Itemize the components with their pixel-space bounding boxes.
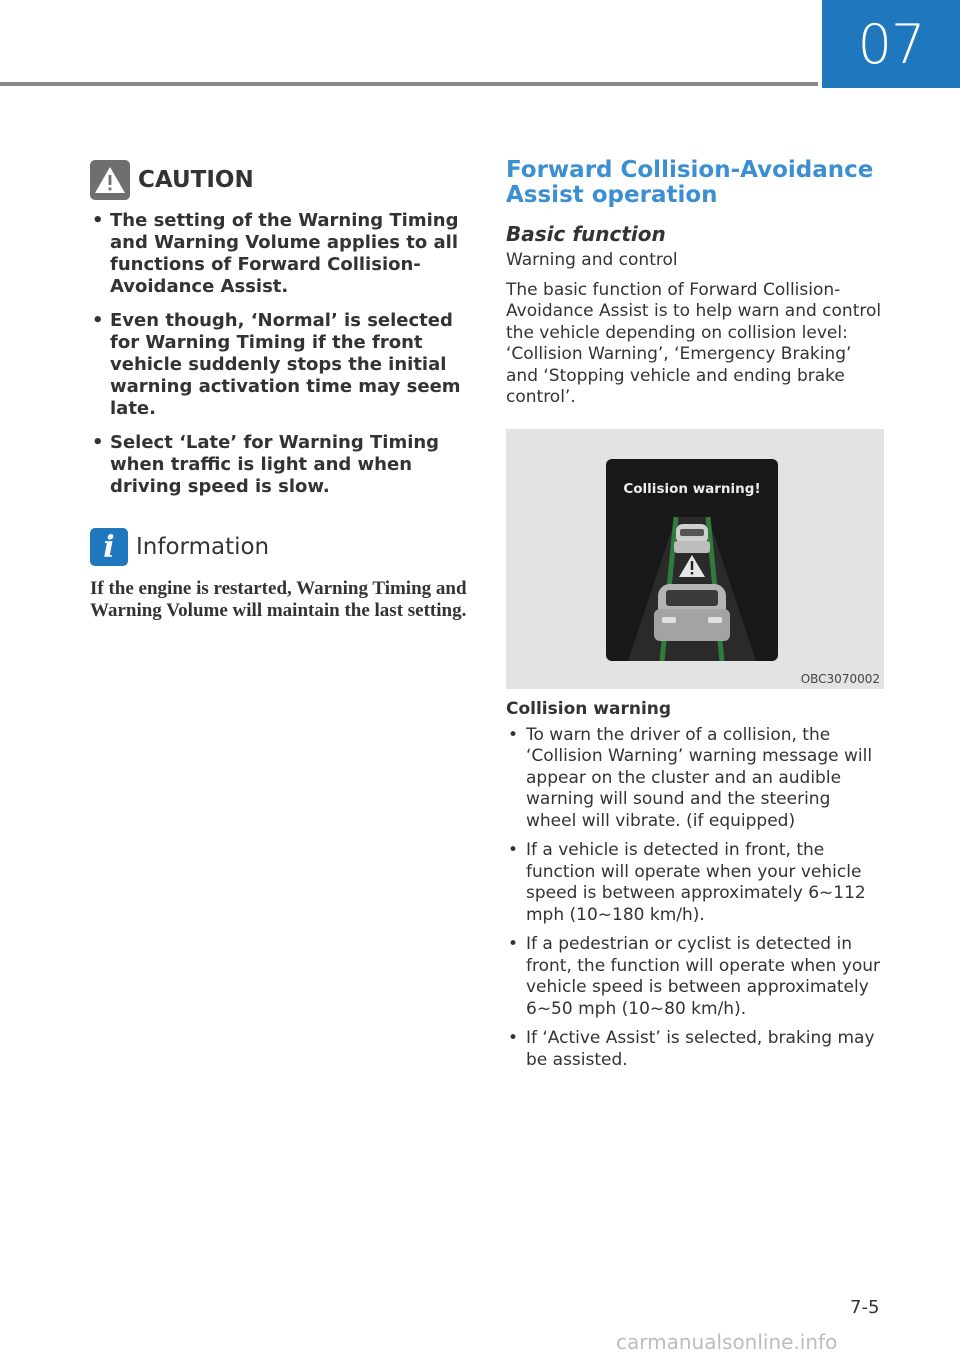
watermark: carmanualsonline.info [616, 1330, 838, 1354]
figure-caption: OBC3070002 [800, 671, 880, 686]
section-subtitle: Basic function [506, 222, 666, 246]
list-item: • If a vehicle is detected in front, the function will operate when your vehicle speed is between approximately 6~112 mph (10~180 km/h). [506, 840, 886, 926]
section-title: Forward Collision-Avoidance Assist operation [506, 157, 874, 208]
front-car-icon [674, 524, 710, 553]
section-paragraph: The basic function of Forward Collision-Avoidance Assist is to help warn and control the vehicle depending on collision level: ‘Collision Warning’, ‘Emergency Braking’ and ‘Stopping vehicle and ending brake control’. [506, 279, 882, 407]
caution-item: • Even though, ‘Normal’ is selected for Warning Timing if the front vehicle suddenly stops the initial warning activation time may seem late. [90, 310, 470, 420]
own-car-icon [654, 584, 730, 641]
collision-warning-list [506, 725, 886, 1072]
caution-title: CAUTION [138, 167, 254, 193]
caution-item: • Select ‘Late’ for Warning Timing when traffic is light and when driving speed is slow. [90, 432, 470, 498]
information-header [90, 526, 470, 568]
list-item: • To warn the driver of a collision, the ‘Collision Warning’ warning message will appear on the cluster and an audible warning will sound and the steering wheel will vibrate. (if equipped) [506, 725, 886, 833]
right-column [506, 158, 886, 1079]
information-text: If the engine is restarted, Warning Timing and Warning Volume will maintain the last setting. [90, 578, 467, 621]
caution-item: • The setting of the Warning Timing and Warning Volume applies to all functions of Forward Collision-Avoidance Assist. [90, 210, 470, 298]
section-intro: Warning and control [506, 250, 678, 270]
information-title: Information [136, 534, 270, 560]
header-rule [0, 82, 818, 86]
cluster-screen [606, 459, 778, 661]
warning-triangle-icon [90, 160, 130, 200]
cluster-figure [506, 429, 884, 689]
left-column [90, 158, 470, 622]
list-item: • If ‘Active Assist’ is selected, braking may be assisted. [506, 1028, 886, 1071]
collision-warning-illustration [606, 459, 778, 661]
caution-list [90, 210, 470, 498]
collision-warning-heading: Collision warning [506, 698, 672, 719]
caution-header [90, 158, 470, 202]
screen-message: Collision warning! [623, 480, 761, 497]
list-item: • If a pedestrian or cyclist is detected in front, the function will operate when your vehicle speed is between approximately 6~50 mph (10~80 km/h). [506, 934, 886, 1020]
information-icon: i [90, 528, 128, 566]
chapter-tab: 07 [822, 0, 960, 88]
page-number: 7-5 [850, 1297, 880, 1318]
